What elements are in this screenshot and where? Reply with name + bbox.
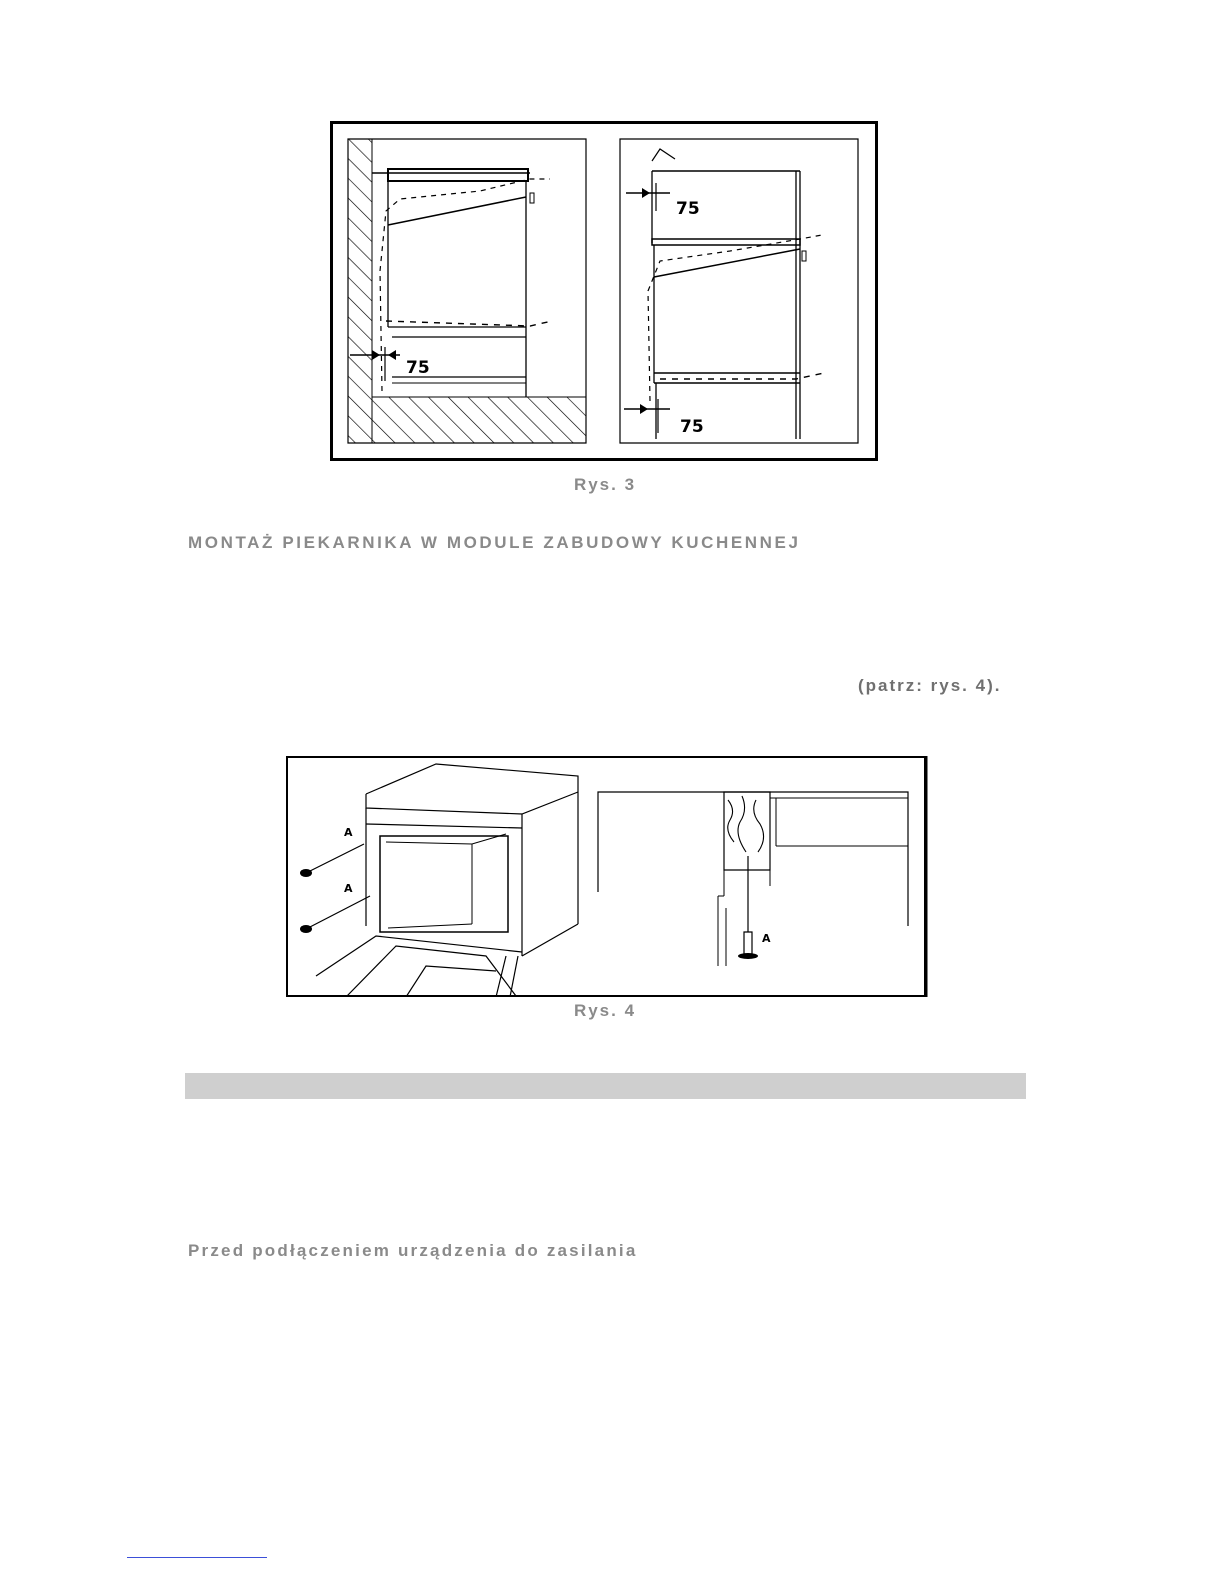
figure-4 — [286, 756, 928, 997]
figure-4-screw-label-1: A — [344, 826, 353, 839]
figure-4-diagram — [286, 756, 928, 997]
footnote-rule — [127, 1557, 267, 1558]
figure-3 — [330, 121, 878, 461]
figure-3-right-top-dimension: 75 — [676, 199, 700, 219]
reference-text: (patrz: rys. 4). — [858, 676, 1002, 695]
figure-4-caption: Rys. 4 — [573, 1001, 637, 1020]
figure-4-screw-label-2: A — [344, 882, 353, 895]
figure-3-diagram — [330, 121, 878, 461]
section-divider-bar — [185, 1073, 1026, 1099]
figure-3-caption: Rys. 3 — [573, 475, 637, 494]
subheading: Przed podłączeniem urządzenia do zasilania — [188, 1241, 638, 1260]
figure-3-left-dimension: 75 — [406, 358, 430, 378]
section-heading: MONTAŻ PIEKARNIKA W MODULE ZABUDOWY KUCHENNEJ — [188, 533, 801, 552]
figure-3-right-bottom-dimension: 75 — [680, 417, 704, 437]
figure-4-screw-label-3: A — [762, 932, 771, 945]
